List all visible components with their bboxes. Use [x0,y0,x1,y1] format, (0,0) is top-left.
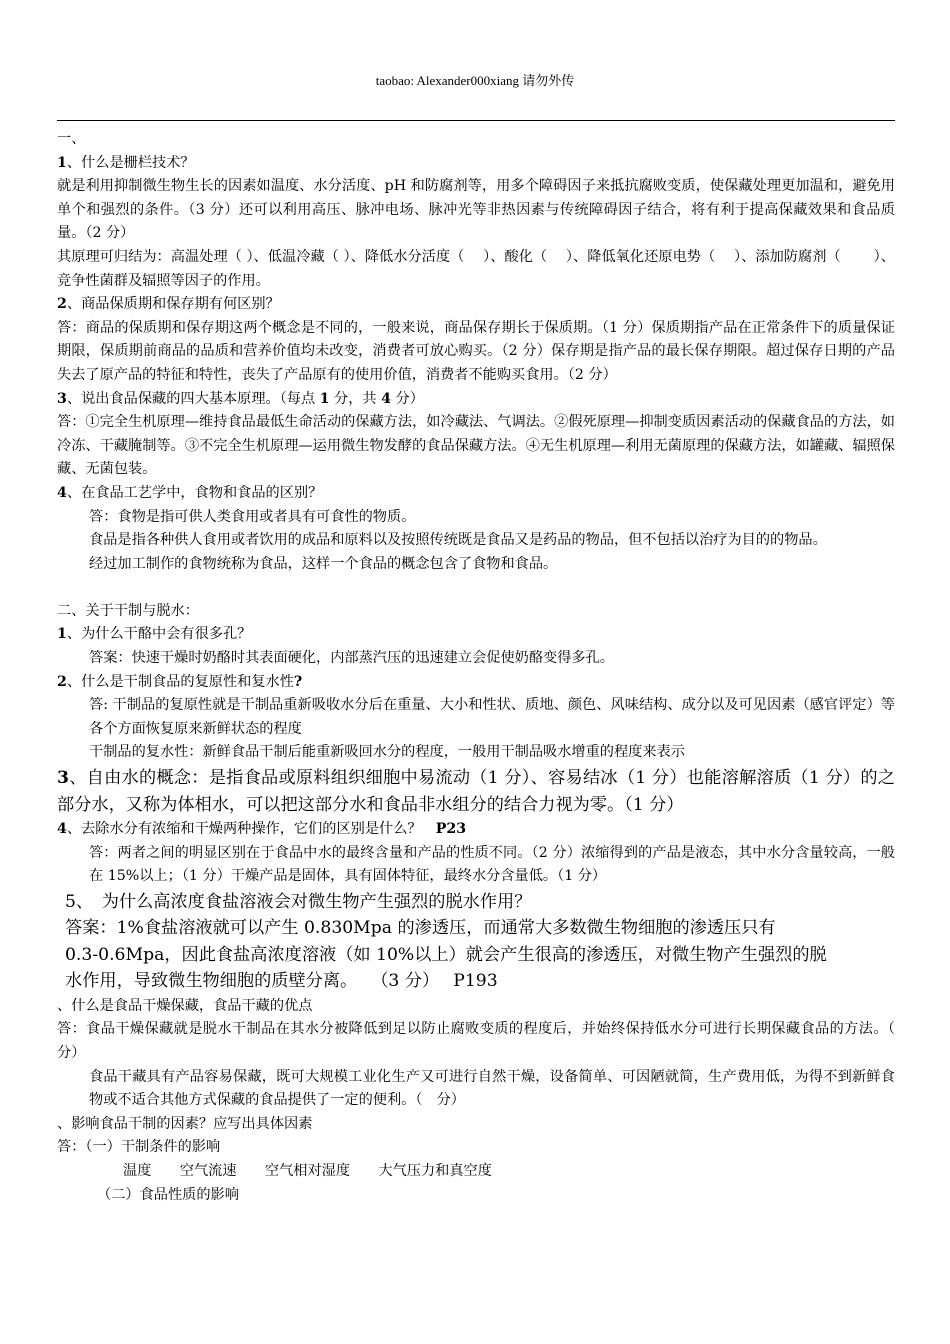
blank-line [57,576,895,600]
header-divider [57,120,895,121]
answer-4-para-3: 经过加工制作的食物统称为食品，这样一个食品的概念包含了食物和食品。 [89,555,558,572]
question-mark: ? [293,673,303,690]
question-number: 2 [57,673,67,690]
dry-question-4 [57,818,895,842]
dry-question-2 [57,671,895,695]
question-text: 、什么是干制食品的复原性和复水性 [66,673,294,690]
question-number: 4 [57,821,67,838]
question-2 [57,293,895,317]
dry-answer-1: 答案：快速干燥时奶酪时其表面硬化，内部蒸汽压的迅速建立会促使奶酪变得多孔。 [89,650,614,667]
dry-answer-5-line-3: 水作用，导致微生物细胞的质壁分离。 （3 分） P193 [65,971,498,992]
page-reference: P23 [435,821,467,838]
answer-4-para-1: 答：食物是指可供人类食用或者具有可食性的物质。 [89,508,416,525]
question-number: 2 [57,296,67,313]
question-text: 、商品保质期和保存期有何区别？ [66,296,280,313]
section-2-heading: 二、关于干制与脱水： [57,602,199,619]
dry-answer-7-line-1: 答：（一）干制条件的影响 [57,1139,221,1156]
document-body [57,128,910,1207]
dry-answer-5-line-1: 答案：1%食盐溶液就可以产生 0.830Mpa 的渗透压，而通常大多数微生物细胞的渗透压只有 [65,918,776,939]
question-3 [57,388,895,412]
question-text: 、去除水分有浓缩和干燥两种操作，它们的区别是什么？ [66,821,436,838]
dry-answer-2-para-2: 干制品的复水性：新鲜食品干制后能重新吸回水分的程度，一般用干制品吸水增重的程度来表示 [89,744,685,761]
question-4 [57,482,895,506]
dry-answer-4: 答：两者之间的明显区别在于食品中水的最终含量和产品的性质不同。（2 分）浓缩得到的产品是液态，其中水分含量较高，一般在 15%以上；（1 分）干燥产品是固体，具有固体特征，最终水分含量低。（1 分） [89,844,895,885]
dry-question-7: 、影响食品干制的因素？应写出具体因素 [57,1115,313,1132]
question-text: 、说出食品保藏的四大基本原理。（每点 [66,390,320,407]
bold-number: 1 [319,390,330,407]
answer-1-para-2: 其原理可归结为：高温处理（ ）、低温冷藏（ ）、降低水分活度（ ）、酸化（ ）、降低氧化还原电势（ ）、添加防腐剂（ ）、竞争性菌群及辐照等因子的作用。 [57,248,895,289]
question-number: 3 [57,768,69,789]
question-text: 、什么是栅栏技术？ [66,154,195,171]
answer-4-para-2: 食品是指各种供人食用或者饮用的成品和原料以及按照传统既是食品又是药品的物品，但不包括以治疗为目的的物品。 [89,532,827,549]
question-text: 、自由水的概念：是指食品或原料组织细胞中易流动（1 分）、容易结冰（1 分）也能溶解溶质（1 分）的之部分水，又称为体相水，可以把这部分水和食品非水组分的结合力视为零。（1 分） [57,768,895,815]
page-header: taobao: Alexander000xiang 请勿外传 [375,73,575,88]
question-number: 3 [57,390,67,407]
question-text: 分） [391,390,424,407]
question-text: 分，共 [329,390,382,407]
section-1-heading: 一、 [57,131,86,147]
dry-question-1 [57,623,895,647]
dry-answer-6-para-1: 答：食品干燥保藏就是脱水干制品在其水分被降低到足以防止腐败变质的程度后，并始终保持低水分可进行长期保藏食品的方法。（ 分） [57,1021,910,1061]
question-number: 4 [57,484,67,501]
question-text: 、在食品工艺学中，食物和食品的区别？ [66,484,323,501]
answer-3: 答：①完全生机原理—维持食品最低生命活动的保藏方法，如冷藏法、气调法。②假死原理—抑制变质因素活动的保藏食品的方法，如冷冻、干藏腌制等。③不完全生机原理—运用微生物发酵的食品保藏方法。④无生机原理—利用无菌原理的保藏方法，如罐藏、辐照保藏、无菌包装。 [57,414,895,478]
question-text: 、为什么干酪中会有很多孔？ [66,626,252,643]
dry-answer-7-line-3: （二）食品性质的影响 [97,1186,239,1203]
answer-2: 答：商品的保质期和保存期这两个概念是不同的，一般来说，商品保存期长于保质期。（1 分）保质期指产品在正常条件下的质量保证期限，保质期前商品的品质和营养价值均未改变，消费者可放心购买。（2 分）保存期是指产品的最长保存期限。超过保存日期的产品失去了原产品的特征和特性，丧失了产品原有的使用价值，消费者不能购买食用。（2 分） [57,319,895,383]
answer-1-para-1: 就是利用抑制微生物生长的因素如温度、水分活度、pH 和防腐剂等，用多个障碍因子来抵抗腐败变质，使保藏处理更加温和，避免用单个和强烈的条件。（3 分）还可以利用高压、脉冲电场、脉冲光等非热因素与传统障碍因子结合，将有利于提高保藏效果和食品质量。（2 分） [57,178,895,242]
dry-question-3 [57,765,895,818]
dry-answer-5-line-2: 0.3-0.6Mpa，因此食盐高浓度溶液（如 10%以上）就会产生很高的渗透压，对微生物产生强烈的脱 [65,944,827,965]
dry-question-6: 、什么是食品干燥保藏，食品干藏的优点 [57,997,313,1014]
dry-answer-7-line-2: 温度 空气流速 空气相对湿度 大气压力和真空度 [123,1162,492,1179]
dry-question-5: 5、 为什么高浓度食盐溶液会对微生物产生强烈的脱水作用？ [65,891,532,912]
dry-answer-6-para-2: 食品干藏具有产品容易保藏，既可大规模工业化生产又可进行自然干燥，设备简单、可因陋就简，生产费用低，为得不到新鲜食物或不适合其他方式保藏的食品提供了一定的便利。（ 分） [89,1068,895,1109]
question-number: 1 [57,626,67,643]
dry-answer-2-para-1: 答: 干制品的复原性就是干制品重新吸收水分后在重量、大小和性状、质地、颜色、风味结构、成分以及可见因素（感官评定）等各个方面恢复原来新鲜状态的程度 [89,697,895,737]
bold-number: 4 [381,390,392,407]
question-1 [57,152,895,176]
question-number: 1 [57,154,67,171]
